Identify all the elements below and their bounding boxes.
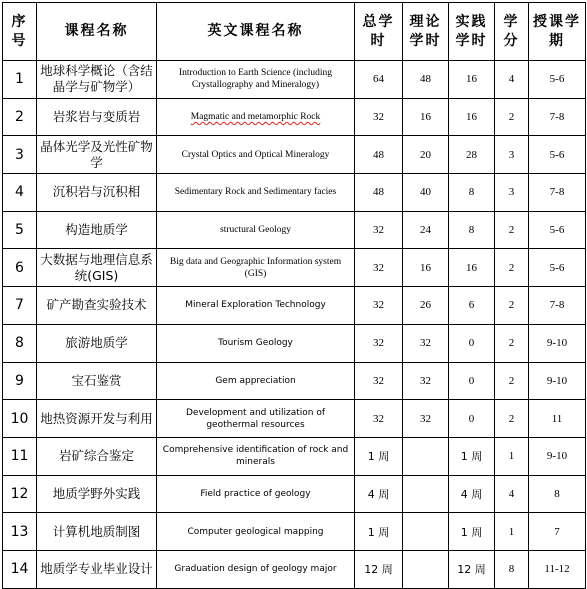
theory-hours: 26 <box>403 287 449 325</box>
course-name-cn: 大数据与地理信息系统(GIS) <box>37 249 157 287</box>
practice-hours: 16 <box>449 61 495 99</box>
credits: 1 <box>495 437 529 475</box>
theory-hours <box>403 437 449 475</box>
row-number: 1 <box>3 61 37 99</box>
header-term: 授课学期 <box>529 3 586 61</box>
course-name-en: Computer geological mapping <box>157 513 355 551</box>
course-name-en: Big data and Geographic Information system (GIS) <box>157 249 355 287</box>
total-hours: 64 <box>355 61 403 99</box>
credits: 4 <box>495 61 529 99</box>
practice-hours: 28 <box>449 136 495 174</box>
course-name-cn: 地质学专业毕业设计 <box>37 550 157 588</box>
practice-hours: 0 <box>449 362 495 400</box>
header-row <box>3 3 586 61</box>
practice-hours: 6 <box>449 287 495 325</box>
theory-hours: 32 <box>403 400 449 438</box>
course-name-en: Tourism Geology <box>157 324 355 362</box>
total-hours: 32 <box>355 324 403 362</box>
table-row <box>3 437 586 475</box>
table-row <box>3 513 586 551</box>
header-total-hours: 总学时 <box>355 3 403 61</box>
course-name-en-text: Magmatic and metamorphic Rock <box>190 112 321 123</box>
course-name-cn: 宝石鉴赏 <box>37 362 157 400</box>
theory-hours <box>403 475 449 513</box>
row-number: 9 <box>3 362 37 400</box>
practice-hours: 0 <box>449 400 495 438</box>
course-name-cn: 地球科学概论（含结晶学与矿物学） <box>37 61 157 99</box>
course-name-cn: 旅游地质学 <box>37 324 157 362</box>
table-row <box>3 98 586 136</box>
table-row <box>3 324 586 362</box>
course-name-en: Field practice of geology <box>157 475 355 513</box>
credits: 2 <box>495 249 529 287</box>
course-name-cn: 矿产勘查实验技术 <box>37 287 157 325</box>
theory-hours: 40 <box>403 174 449 212</box>
theory-hours: 24 <box>403 211 449 249</box>
term: 9-10 <box>529 437 586 475</box>
credits: 1 <box>495 513 529 551</box>
row-number: 10 <box>3 400 37 438</box>
credits: 3 <box>495 136 529 174</box>
practice-hours: 0 <box>449 324 495 362</box>
row-number: 6 <box>3 249 37 287</box>
header-practice-hours: 实践学时 <box>449 3 495 61</box>
row-number: 4 <box>3 174 37 212</box>
header-theory-hours: 理论学时 <box>403 3 449 61</box>
course-table <box>2 2 586 589</box>
table-row <box>3 287 586 325</box>
row-number: 11 <box>3 437 37 475</box>
course-name-cn: 岩浆岩与变质岩 <box>37 98 157 136</box>
total-hours: 32 <box>355 362 403 400</box>
course-name-en: Introduction to Earth Science (including Crystallography and Mineralogy) <box>157 61 355 99</box>
header-no: 序号 <box>3 3 37 61</box>
term: 7 <box>529 513 586 551</box>
course-name-en: Comprehensive identification of rock and minerals <box>157 437 355 475</box>
total-hours: 1 周 <box>355 437 403 475</box>
credits: 2 <box>495 98 529 136</box>
credits: 8 <box>495 550 529 588</box>
table-row <box>3 249 586 287</box>
practice-hours: 8 <box>449 174 495 212</box>
total-hours: 48 <box>355 136 403 174</box>
course-name-cn: 岩矿综合鉴定 <box>37 437 157 475</box>
table-row <box>3 400 586 438</box>
table-row <box>3 136 586 174</box>
term: 7-8 <box>529 287 586 325</box>
practice-hours: 16 <box>449 98 495 136</box>
row-number: 2 <box>3 98 37 136</box>
course-name-cn: 晶体光学及光性矿物学 <box>37 136 157 174</box>
total-hours: 12 周 <box>355 550 403 588</box>
theory-hours: 32 <box>403 362 449 400</box>
credits: 4 <box>495 475 529 513</box>
theory-hours: 48 <box>403 61 449 99</box>
total-hours: 32 <box>355 98 403 136</box>
theory-hours: 16 <box>403 249 449 287</box>
practice-hours: 12 周 <box>449 550 495 588</box>
credits: 2 <box>495 362 529 400</box>
course-name-cn: 构造地质学 <box>37 211 157 249</box>
row-number: 14 <box>3 550 37 588</box>
course-name-cn: 计算机地质制图 <box>37 513 157 551</box>
practice-hours: 4 周 <box>449 475 495 513</box>
table-row <box>3 475 586 513</box>
term: 5-6 <box>529 136 586 174</box>
row-number: 7 <box>3 287 37 325</box>
credits: 2 <box>495 211 529 249</box>
term: 9-10 <box>529 362 586 400</box>
total-hours: 32 <box>355 249 403 287</box>
row-number: 3 <box>3 136 37 174</box>
term: 7-8 <box>529 174 586 212</box>
theory-hours: 20 <box>403 136 449 174</box>
term: 7-8 <box>529 98 586 136</box>
row-number: 13 <box>3 513 37 551</box>
course-name-cn: 地质学野外实践 <box>37 475 157 513</box>
course-name-en <box>157 98 355 136</box>
term: 5-6 <box>529 211 586 249</box>
term: 11 <box>529 400 586 438</box>
total-hours: 32 <box>355 287 403 325</box>
table-row <box>3 61 586 99</box>
total-hours: 1 周 <box>355 513 403 551</box>
course-name-en: Crystal Optics and Optical Mineralogy <box>157 136 355 174</box>
course-name-en: Gem appreciation <box>157 362 355 400</box>
term: 11-12 <box>529 550 586 588</box>
credits: 2 <box>495 400 529 438</box>
theory-hours <box>403 513 449 551</box>
course-name-en: Sedimentary Rock and Sedimentary facies <box>157 174 355 212</box>
course-name-cn: 地热资源开发与利用 <box>37 400 157 438</box>
table-row <box>3 174 586 212</box>
table-row <box>3 211 586 249</box>
practice-hours: 1 周 <box>449 513 495 551</box>
course-name-cn: 沉积岩与沉积相 <box>37 174 157 212</box>
term: 5-6 <box>529 61 586 99</box>
practice-hours: 16 <box>449 249 495 287</box>
practice-hours: 8 <box>449 211 495 249</box>
term: 5-6 <box>529 249 586 287</box>
course-name-en: Graduation design of geology major <box>157 550 355 588</box>
total-hours: 32 <box>355 211 403 249</box>
credits: 2 <box>495 287 529 325</box>
row-number: 8 <box>3 324 37 362</box>
table-row <box>3 362 586 400</box>
practice-hours: 1 周 <box>449 437 495 475</box>
row-number: 5 <box>3 211 37 249</box>
credits: 3 <box>495 174 529 212</box>
theory-hours: 16 <box>403 98 449 136</box>
theory-hours: 32 <box>403 324 449 362</box>
total-hours: 48 <box>355 174 403 212</box>
course-name-en: Mineral Exploration Technology <box>157 287 355 325</box>
theory-hours <box>403 550 449 588</box>
term: 8 <box>529 475 586 513</box>
header-course-name: 课程名称 <box>37 3 157 61</box>
credits: 2 <box>495 324 529 362</box>
term: 9-10 <box>529 324 586 362</box>
total-hours: 4 周 <box>355 475 403 513</box>
course-name-en: structural Geology <box>157 211 355 249</box>
header-english-name: 英文课程名称 <box>157 3 355 61</box>
header-credits: 学分 <box>495 3 529 61</box>
course-name-en: Development and utilization of geothermal resources <box>157 400 355 438</box>
table-row <box>3 550 586 588</box>
total-hours: 32 <box>355 400 403 438</box>
row-number: 12 <box>3 475 37 513</box>
